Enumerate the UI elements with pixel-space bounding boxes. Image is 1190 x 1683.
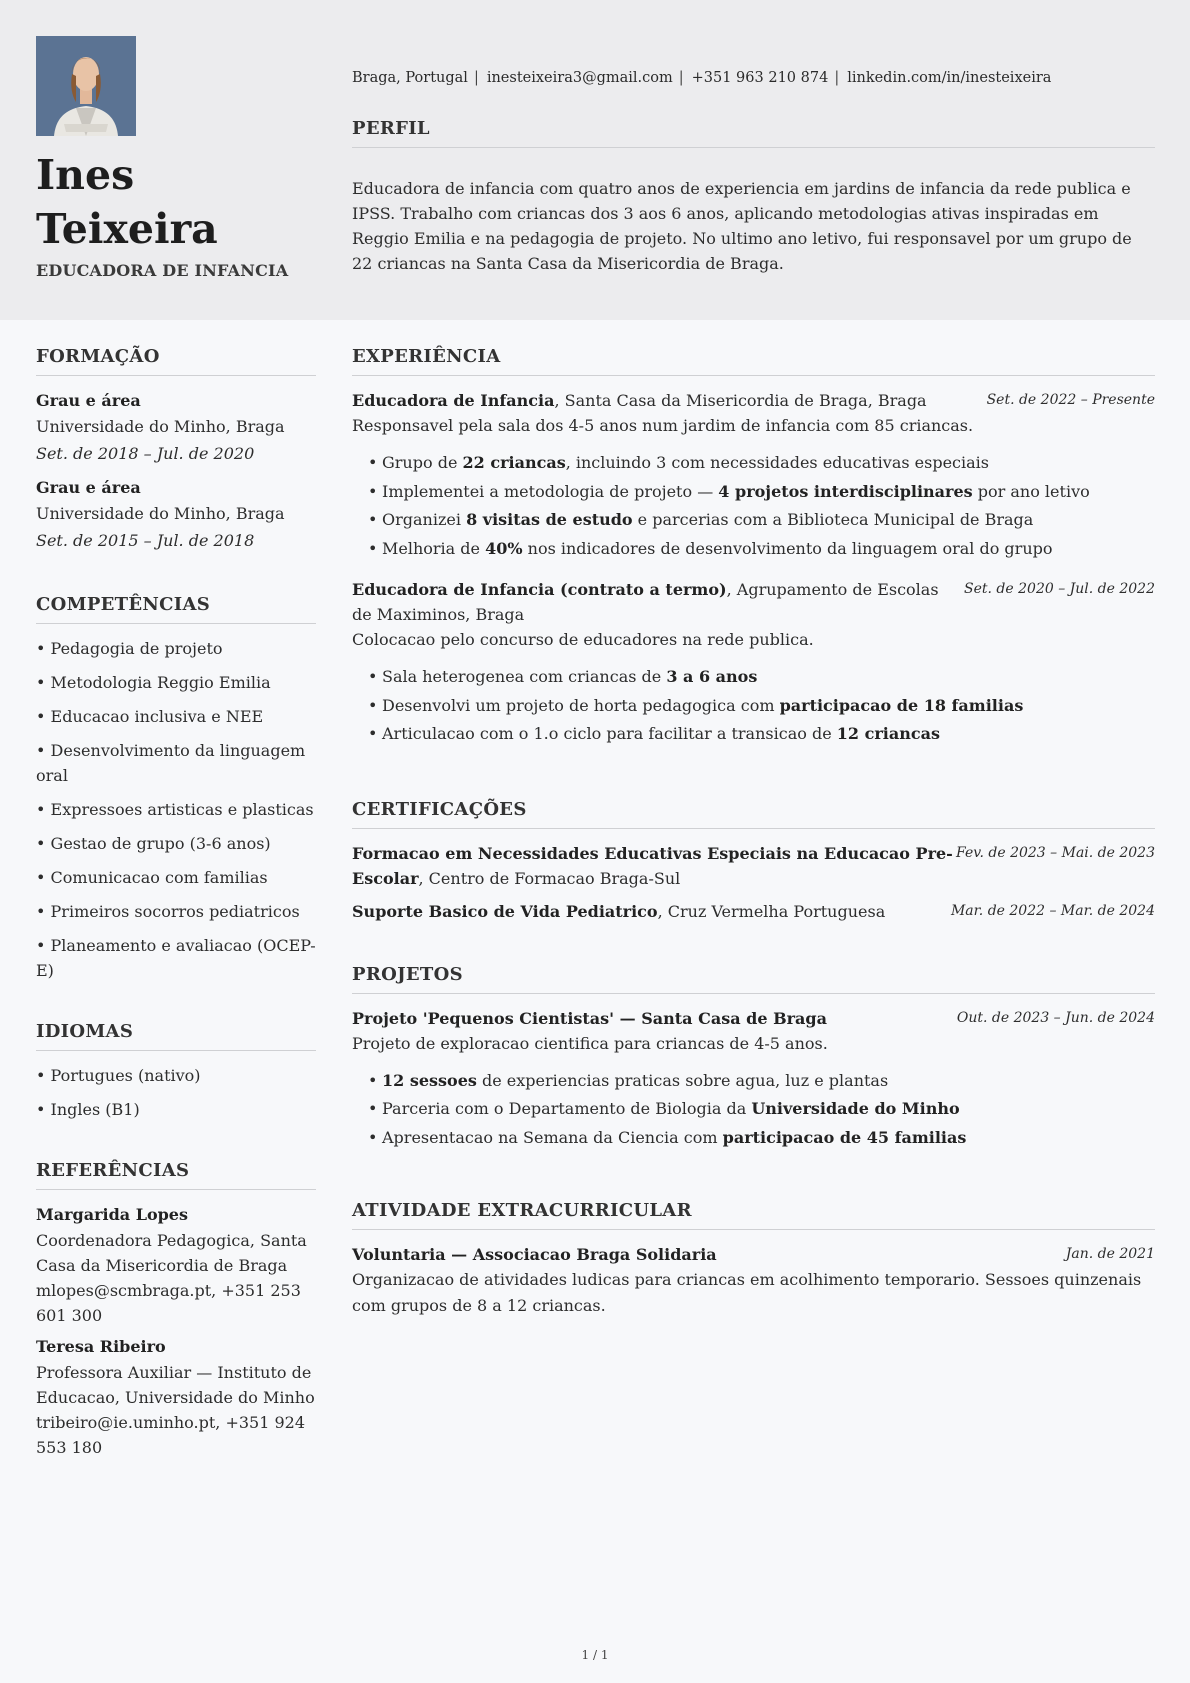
header-band (0, 0, 1190, 320)
projetos-title: PROJETOS (352, 964, 1155, 994)
certification-entry (352, 841, 1155, 891)
education-institution: Universidade do Minho, Braga (36, 504, 285, 523)
extracurricular-name: Voluntaria — Associacao Braga Solidaria (352, 1245, 717, 1264)
project-date: Out. de 2023 – Jun. de 2024 (956, 1009, 1155, 1026)
perfil-text: Educadora de infancia com quatro anos de experiencia em jardins de infancia da rede publica e IPSS. Trabalho com criancas dos 3 aos 6 anos, aplicando metodologias ativas inspiradas em Reggio Emilia e na pedagogia de projeto. No ultimo ano letivo, fui responsavel por um grupo de 22 criancas na Santa Casa da Misericordia de Braga. (352, 179, 1132, 273)
job-org: , Santa Casa da Misericordia de Braga, Braga (554, 391, 927, 410)
referencias-title: REFERÊNCIAS (36, 1160, 316, 1190)
education-institution: Universidade do Minho, Braga (36, 417, 285, 436)
skill-item: • Expressoes artisticas e plasticas (36, 797, 316, 822)
education-degree: Grau e área (36, 391, 141, 410)
project-description: Projeto de exploracao cientifica para criancas de 4-5 anos. (352, 1033, 828, 1053)
extracurricular-heading (352, 1242, 1155, 1267)
skills-list (36, 636, 316, 983)
certificacoes-title: CERTIFICAÇÕES (352, 799, 1155, 829)
project-bullet: • Parceria com o Departamento de Biologia da Universidade do Minho (382, 1095, 1155, 1124)
job-bullet: • Sala heterogenea com criancas de 3 a 6 anos (382, 663, 1155, 692)
certification-date: Fev. de 2023 – Mai. de 2023 (956, 844, 1155, 861)
contact-line (352, 70, 1051, 86)
projetos-section (352, 964, 1155, 1153)
skill-item: • Comunicacao com familias (36, 865, 316, 890)
extracurricular-title: ATIVIDADE EXTRACURRICULAR (352, 1200, 1155, 1230)
idiomas-title: IDIOMAS (36, 1021, 316, 1051)
job-date: Set. de 2022 – Presente (986, 392, 1155, 408)
job-bullets (352, 663, 1155, 749)
reference-contact: tribeiro@ie.uminho.pt, +351 924 553 180 (36, 1413, 306, 1457)
page-number: 1 / 1 (581, 1648, 609, 1662)
job-description: Responsavel pela sala dos 4-5 anos num jardim de infancia com 85 criancas. (352, 416, 974, 435)
formacao-title: FORMAÇÃO (36, 346, 316, 376)
contact-separator: | (473, 70, 479, 86)
job-bullet: • Organizei 8 visitas de estudo e parcerias com a Biblioteca Municipal de Braga (382, 506, 1155, 535)
certification-name: Formacao em Necessidades Educativas Especiais na Educacao Pre-Escolar (352, 843, 953, 888)
referencias-section (36, 1160, 316, 1460)
skill-item: • Planeamento e avaliacao (OCEP-E) (36, 933, 316, 983)
skill-item: • Metodologia Reggio Emilia (36, 670, 316, 695)
profile-photo (36, 36, 136, 136)
right-column (352, 346, 1155, 1363)
job-bullet: • Melhoria de 40% nos indicadores de desenvolvimento da linguagem oral do grupo (382, 535, 1155, 564)
job-bullet: • Grupo de 22 criancas, incluindo 3 com necessidades educativas especiais (382, 449, 1155, 478)
skill-item: • Educacao inclusiva e NEE (36, 704, 316, 729)
skill-item: • Pedagogia de projeto (36, 636, 316, 661)
job-role: Educadora de Infancia (contrato a termo) (352, 580, 727, 599)
job-bullet: • Articulacao com o 1.o ciclo para facilitar a transicao de 12 criancas (382, 720, 1155, 749)
certificacoes-section (352, 799, 1155, 924)
reference-item (36, 1334, 316, 1460)
job-bullets (352, 449, 1155, 563)
job-role: EDUCADORA DE INFANCIA (36, 261, 289, 280)
project-bullets (352, 1067, 1155, 1153)
project-bullet: • 12 sessoes de experiencias praticas sobre agua, luz e plantas (382, 1067, 1155, 1096)
contact-email[interactable]: inesteixeira3@gmail.com (486, 70, 673, 86)
job-bullet: • Desenvolvi um projeto de horta pedagogica com participacao de 18 familias (382, 692, 1155, 721)
job-bullet: • Implementei a metodologia de projeto — 4 projetos interdisciplinares por ano letivo (382, 478, 1155, 507)
formacao-section (36, 346, 316, 554)
job-entry (352, 577, 1155, 749)
extracurricular-entry (352, 1242, 1155, 1319)
extracurricular-description: Organizacao de atividades ludicas para criancas em acolhimento temporario. Sessoes quinzenais com grupos de 8 a 12 criancas. (352, 1270, 1142, 1315)
project-name: Projeto 'Pequenos Cientistas' — Santa Casa de Braga (352, 1008, 827, 1028)
project-entry (352, 1006, 1155, 1153)
education-date: Set. de 2018 – Jul. de 2020 (36, 444, 255, 463)
contact-separator: | (678, 70, 684, 86)
skill-item: • Primeiros socorros pediatricos (36, 899, 316, 924)
contact-location: Braga, Portugal (352, 70, 468, 86)
certification-org: , Centro de Formacao Braga-Sul (418, 868, 681, 888)
education-item (36, 475, 316, 554)
name-last: Teixeira (36, 205, 218, 253)
competencias-title: COMPETÊNCIAS (36, 594, 316, 624)
language-item: • Ingles (B1) (36, 1097, 316, 1122)
job-org: , Agrupamento de Escolas de Maximinos, Braga (352, 580, 939, 624)
job-date: Set. de 2020 – Jul. de 2022 (964, 581, 1155, 597)
reference-position: Professora Auxiliar — Instituto de Educacao, Universidade do Minho (36, 1363, 315, 1407)
experiencia-section (352, 346, 1155, 749)
perfil-title: PERFIL (352, 118, 1155, 148)
candidate-name (36, 148, 218, 256)
contact-separator: | (834, 70, 840, 86)
certification-date: Mar. de 2022 – Mar. de 2024 (950, 902, 1155, 919)
reference-name: Margarida Lopes (36, 1205, 188, 1224)
project-bullet: • Apresentacao na Semana da Ciencia com participacao de 45 familias (382, 1124, 1155, 1153)
language-item: • Portugues (nativo) (36, 1063, 316, 1088)
certification-entry (352, 899, 1155, 924)
job-role: Educadora de Infancia (352, 391, 555, 410)
left-column (36, 346, 316, 1504)
contact-phone[interactable]: +351 963 210 874 (691, 70, 829, 86)
reference-contact: mlopes@scmbraga.pt, +351 253 601 300 (36, 1281, 301, 1325)
education-item (36, 388, 316, 467)
reference-position: Coordenadora Pedagogica, Santa Casa da Misericordia de Braga (36, 1231, 307, 1275)
perfil-section (352, 118, 1155, 276)
extracurricular-date: Jan. de 2021 (1065, 1246, 1155, 1262)
languages-list (36, 1063, 316, 1122)
job-description: Colocacao pelo concurso de educadores na rede publica. (352, 630, 814, 649)
certification-name: Suporte Basico de Vida Pediatrico (352, 901, 658, 921)
experiencia-title: EXPERIÊNCIA (352, 346, 1155, 376)
contact-linkedin[interactable]: linkedin.com/in/inesteixeira (847, 70, 1052, 86)
name-first: Ines (36, 151, 135, 199)
job-entry (352, 388, 1155, 563)
extracurricular-section (352, 1200, 1155, 1319)
education-date: Set. de 2015 – Jul. de 2018 (36, 531, 255, 550)
certification-org: , Cruz Vermelha Portuguesa (657, 901, 886, 921)
reference-name: Teresa Ribeiro (36, 1337, 166, 1356)
idiomas-section (36, 1021, 316, 1122)
skill-item: • Desenvolvimento da linguagem oral (36, 738, 316, 788)
education-degree: Grau e área (36, 478, 141, 497)
reference-item (36, 1202, 316, 1328)
competencias-section (36, 594, 316, 983)
skill-item: • Gestao de grupo (3-6 anos) (36, 831, 316, 856)
